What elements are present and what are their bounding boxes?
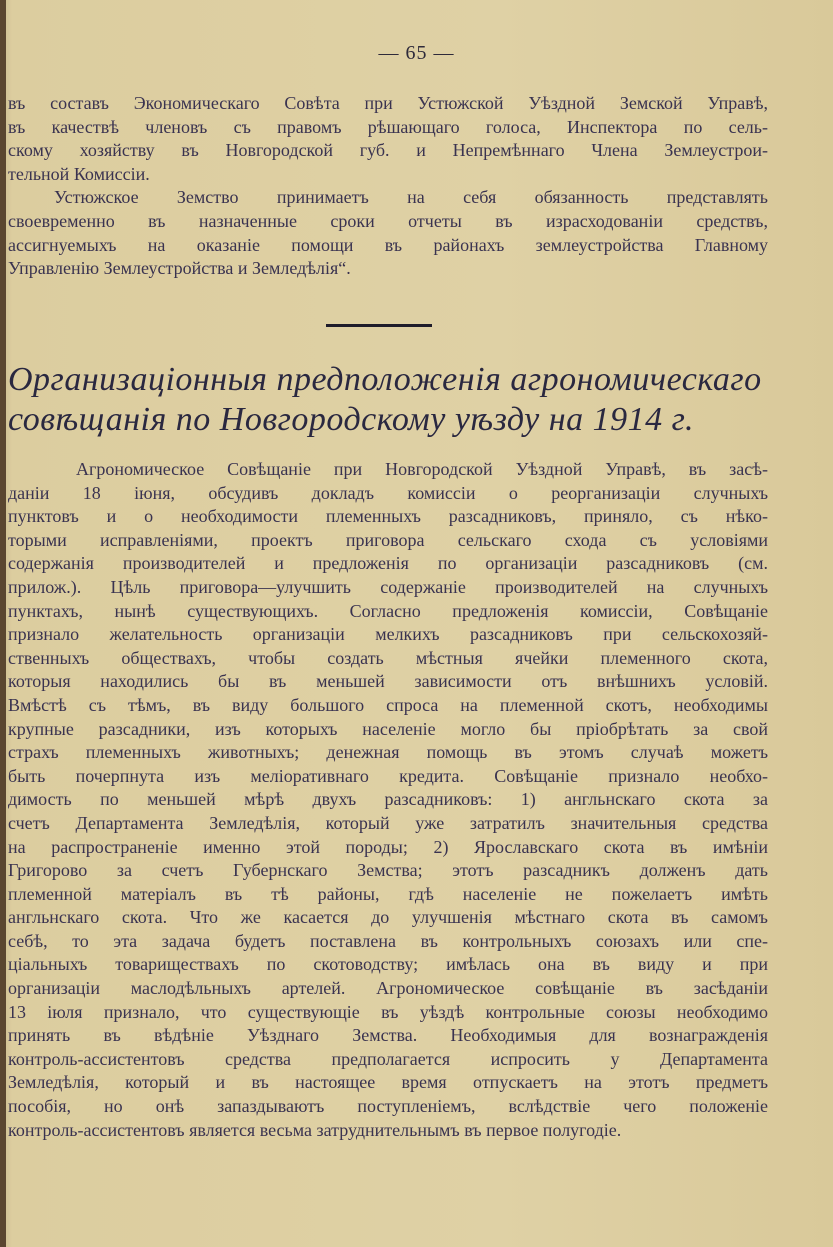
text-line: организаціи маслодѣльныхъ артелей. Агрономическое совѣщаніе въ засѣданіи [8,978,768,999]
text-line: своевременно въ назначенные сроки отчеты въ израсходованіи средствъ, [8,210,768,231]
text-line: принять въ вѣдѣніе Уѣзднаго Земства. Необходимыя для вознагражденія [8,1025,768,1046]
text-line: Устюжское Земство принимаетъ на себя обязанность представлять [54,187,768,208]
text-line: страхъ племенныхъ животныхъ; денежная помощь въ этомъ случаѣ можетъ [8,742,768,763]
paragraph-2 [8,458,768,1142]
section-divider [326,324,432,327]
text-line: прилож.). Цѣль приговора—улучшить содержаніе производителей на случныхъ [8,576,768,597]
page-binding-edge [0,0,6,1247]
text-line: признало желательность организаціи мелкихъ разсадниковъ при сельскохозяй- [8,624,768,645]
text-line: Агрономическое Совѣщаніе при Новгородской Уѣздной Управѣ, въ засѣ- [76,459,768,479]
text-line: содержанія производителей и предложенія по организаціи разсадниковъ (см. [8,553,768,574]
text-line: пособія, но онѣ запаздываютъ поступленіемъ, вслѣдствіе чего положеніе [8,1096,768,1117]
text-line: Земледѣлія, который и въ настоящее время отпускаетъ на этотъ предметъ [8,1072,768,1093]
text-line: Вмѣстѣ съ тѣмъ, въ виду большого спроса на племенной скотъ, необходимы [8,694,768,715]
text-line: которыя находились бы въ меньшей зависимости отъ внѣшнихъ условій. [8,671,768,692]
text-line: пунктовъ и о необходимости племенныхъ разсадниковъ, приняло, съ нѣко- [8,506,768,527]
text-line: счетъ Департамента Земледѣлія, который уже затратилъ значительныя средства [8,812,768,833]
text-line: въ качествѣ членовъ съ правомъ рѣшающаго голоса, Инспектора по сель- [8,116,768,137]
text-line: крупные разсадники, изъ которыхъ населеніе могло бы пріобрѣтать за свой [8,718,768,739]
text-line: въ составъ Экономическаго Совѣта при Устюжской Уѣздной Земской Управѣ, [8,93,768,113]
text-line: быть почерпнута изъ меліоративнаго кредита. Совѣщаніе признало необхо- [8,765,768,786]
text-line: Управленію Землеустройства и Земледѣлія“. [8,258,351,279]
text-line: 13 іюля признало, что существующіе въ уѣздѣ контрольные союзы необходимо [8,1001,768,1022]
text-line: димость по меньшей мѣрѣ двухъ разсадниковъ: 1) англьнскаго скота за [8,789,768,810]
text-line: ассигнуемыхъ на оказаніе помощи въ районахъ землеустройства Главному [8,234,768,255]
page-number: — 65 — [378,42,455,64]
text-line: торыми исправленіями, проектъ приговора сельскаго схода съ условіями [8,529,768,550]
section-heading-line-1: Организаціонныя предположенія агрономическаго [8,361,762,398]
paragraph-1 [8,92,768,281]
text-line: себѣ, то эта задача будетъ поставлена въ контрольныхъ союзахъ или спе- [8,930,768,951]
text-line: ственныхъ обществахъ, чтобы создать мѣстныя ячейки племенного скота, [8,647,768,668]
text-line: пунктахъ, нынѣ существующихъ. Согласно предложенія комиссіи, Совѣщаніе [8,600,768,621]
text-line: скому хозяйству въ Новгородской губ. и Непремѣннаго Члена Землеустрои- [8,140,768,161]
text-line: контроль-ассистентовъ является весьма затруднительнымъ въ первое полугодіе. [8,1119,622,1140]
text-line: даніи 18 іюня, обсудивъ докладъ комиссіи о реорганизаціи случныхъ [8,482,768,503]
section-heading-line-2: совѣщанія по Новгородскому уѣзду на 1914 г. [8,401,694,438]
text-line: тельной Комиссіи. [8,163,150,184]
text-line: племенной матеріалъ въ тѣ районы, гдѣ населеніе не пожелаетъ имѣть [8,883,768,904]
text-line: Григорово за счетъ Губернскаго Земства; этотъ разсадникъ долженъ дать [8,860,768,881]
text-line: англьнскаго скота. Что же касается до улучшенія мѣстнаго скота въ самомъ [8,907,768,928]
text-line: ціальныхъ товариществахъ по скотоводству; имѣлась она въ виду и при [8,954,768,975]
text-line: на распространеніе именно этой породы; 2) Ярославскаго скота въ имѣніи [8,836,768,857]
text-line: контроль-ассистентовъ средства предполагается испросить у Департамента [8,1048,768,1069]
